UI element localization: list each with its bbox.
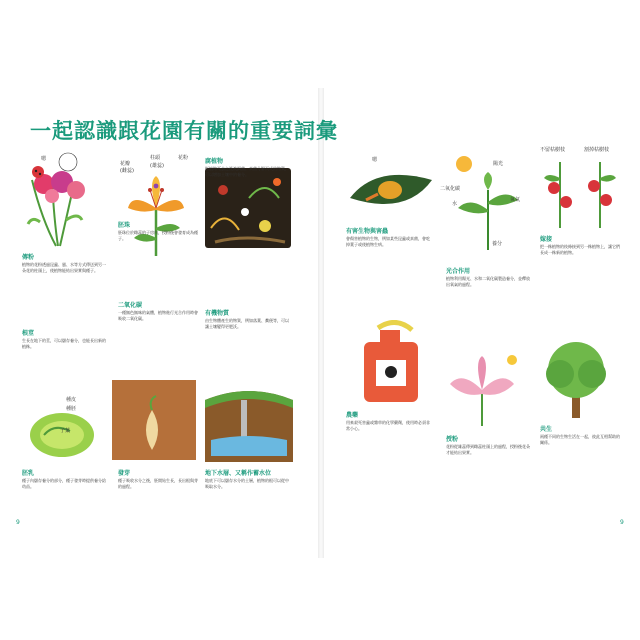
photo-label-nutrient: 養分	[492, 241, 503, 247]
entry-text: 花粉從雄蕊傳到雌蕊柱頭上的過程，授粉後花朵才能結出果實。	[446, 444, 530, 455]
left-entry-1	[118, 222, 200, 242]
flower-label-pistil: (雌蕊)	[120, 168, 134, 174]
entry-text: 兩種不同的生物生活在一起，彼此互相幫助的關係。	[540, 434, 620, 445]
soil-insects-illustration	[205, 168, 291, 248]
photo-label-sun: 陽光	[493, 161, 504, 167]
entry-heading: 胚乳	[22, 470, 35, 477]
left-entry-6	[22, 470, 106, 490]
entry-text: 指植物死去之後被細菌、真菌分解而成的物質，可以增加土壤中的養分。	[205, 166, 289, 177]
entry-heading: 腐植物	[205, 158, 224, 165]
entry-heading: 有機物質	[205, 310, 230, 317]
left-entry-8	[205, 470, 291, 490]
entry-text: 植物的花粉透過昆蟲、風、水等方式傳送到另一朵花的柱頭上，使植物能結出果實與種子。	[22, 262, 106, 273]
tomato-label-left: 不留枯樹枝	[540, 147, 566, 153]
photo-label-water: 水	[452, 201, 458, 207]
flower-label-pollen: 花粉	[178, 155, 189, 161]
flower-anatomy-illustration	[118, 168, 196, 258]
entry-heading: 共生	[540, 426, 553, 433]
left-entry-3	[22, 330, 106, 350]
seed-label-cotyledon: 子葉	[60, 428, 71, 434]
pesticide-bottle-illustration	[356, 320, 426, 406]
entry-heading: 農藥	[346, 412, 359, 419]
snail-speech-label: 嗯	[372, 157, 378, 163]
right-entry-2	[540, 236, 622, 256]
right-entry-4	[446, 436, 530, 456]
snail-leaf-illustration	[346, 160, 436, 218]
entry-text: 生長在地下的莖，可以儲存養分，也能長出新的植株。	[22, 338, 106, 349]
tomato-plant-illustration	[540, 148, 622, 234]
entry-text: 種子吸收水分之後，胚開始生長，長出根與芽的過程。	[118, 478, 198, 489]
left-entry-7	[118, 470, 200, 490]
right-entry-0	[346, 228, 432, 248]
page-number-right: 9	[620, 519, 624, 526]
entry-heading: 胚珠	[118, 222, 131, 229]
entry-heading: 嫁接	[540, 236, 553, 243]
entry-heading: 根莖	[22, 330, 35, 337]
entry-text: 用來殺死害蟲或雜草的化學藥劑，使用時必須非常小心。	[346, 420, 430, 431]
flower-bouquet-illustration	[22, 150, 90, 250]
right-entry-1	[446, 268, 530, 288]
entry-text: 會傷害植物的生物，例如某些昆蟲或真菌，會吃掉葉子或使植物生病。	[346, 236, 430, 247]
entry-heading: 有害生物與害蟲	[346, 228, 389, 235]
entry-text: 由生物體產生的物質，例如落葉、糞便等，可以讓土壤變得更肥沃。	[205, 318, 289, 329]
flower-label-stamen: (雄蕊)	[150, 163, 164, 169]
entry-heading: 授粉	[446, 436, 459, 443]
flower-label-stigma: 柱頭	[150, 155, 161, 161]
tomato-label-right: 割掉枯樹枝	[584, 147, 610, 153]
left-entry-5	[205, 310, 289, 330]
entry-text: 地底下可以儲存水分的土層，植物的根可以從中吸取水分。	[205, 478, 289, 489]
entry-heading: 光合作用	[446, 268, 471, 275]
entry-heading: 二氧化碳	[118, 302, 143, 309]
left-entry-2	[205, 158, 289, 178]
page-number-left: 9	[16, 519, 20, 526]
right-entry-5	[540, 426, 622, 446]
seedling-soil-illustration	[112, 380, 196, 460]
entry-heading: 傳粉	[22, 254, 35, 261]
left-entry-0	[22, 254, 106, 274]
tree-illustration	[536, 340, 616, 420]
entry-text: 種子內儲存養分的部分，種子發芽時提供養分給幼苗。	[22, 478, 106, 489]
photo-label-oxygen: 氧氣	[510, 197, 521, 203]
page-title: 一起認識跟花園有關的重要詞彙	[30, 119, 338, 143]
entry-text: 一種無色無味的氣體，植物進行光合作用時會吸收二氧化碳。	[118, 310, 198, 321]
entry-heading: 發芽	[118, 470, 131, 477]
lily-bee-illustration	[442, 350, 526, 430]
groundwater-illustration	[205, 378, 293, 462]
entry-heading: 地下水層、又稱作蓄水位	[205, 470, 272, 477]
seed-label-embryo: 種胚	[66, 406, 77, 412]
left-entry-4	[118, 302, 200, 322]
entry-text: 植物利用陽光、水和二氧化碳製造養分，並釋放出氧氣的過程。	[446, 276, 530, 287]
photo-label-co2: 二氧化碳	[440, 186, 461, 192]
flower-label-petal: 花瓣	[120, 161, 131, 167]
book-gutter	[318, 88, 324, 558]
entry-text: 胚珠位於雌蕊的子房內，授粉後會發育成為種子。	[118, 230, 198, 241]
seed-label-coat: 種皮	[66, 397, 77, 403]
entry-text: 把一株植物的枝條接到另一株植物上，讓它們長成一株新的植物。	[540, 244, 620, 255]
bee-speech-label: 嗯	[41, 156, 47, 162]
right-entry-3	[346, 412, 432, 432]
